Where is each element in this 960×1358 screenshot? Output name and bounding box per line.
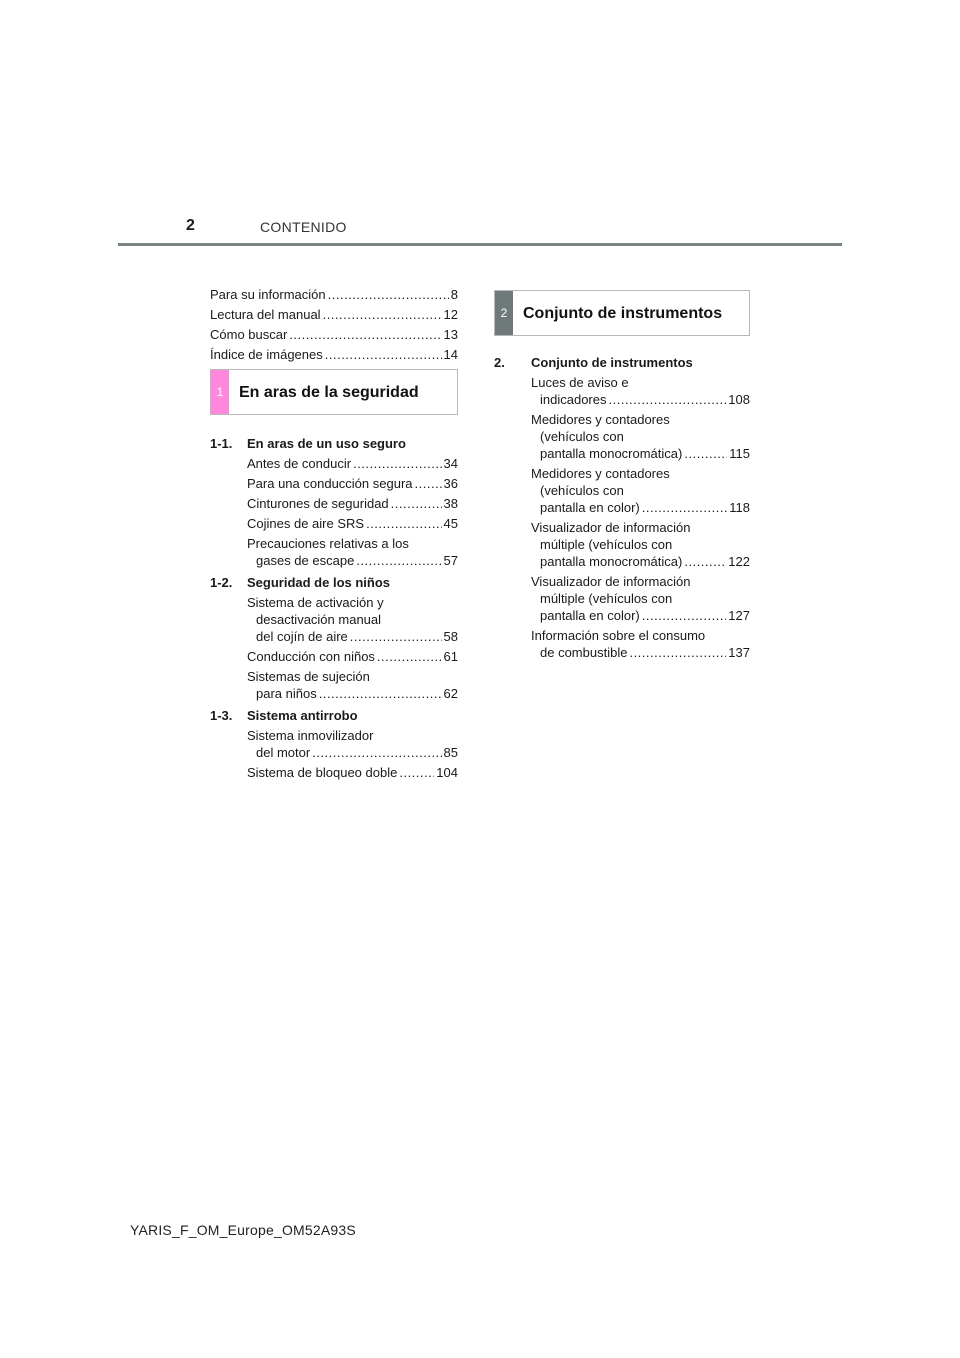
toc-leader-dots (319, 685, 442, 702)
toc-entry-line[interactable] (247, 455, 458, 472)
toc-leader-dots (323, 306, 442, 323)
toc-entry-title: del cojín de aire (256, 629, 348, 644)
toc-entry-title: para niños (256, 686, 317, 701)
toc-entry-title: Conducción con niños (247, 649, 375, 664)
toc-page-number: 62 (443, 686, 458, 701)
toc-entry-title: pantalla monocromática) (540, 554, 683, 569)
toc-entry-continuation (247, 552, 458, 569)
toc-entry-line: (vehículos con (540, 429, 624, 444)
toc-page-number: 122 (728, 554, 750, 569)
toc-entry-line: desactivación manual (256, 612, 382, 627)
toc-entry-title: Antes de conducir (247, 456, 352, 471)
toc-entry[interactable] (210, 727, 458, 761)
toc-entry-continuation (247, 685, 458, 702)
toc-entry[interactable] (210, 286, 458, 303)
toc-entry-line[interactable] (247, 648, 458, 665)
toc-page-number: 34 (443, 456, 458, 471)
toc-leader-dots (328, 286, 449, 303)
toc-leader-dots (325, 346, 442, 363)
toc-entry-line[interactable] (256, 685, 458, 702)
right-sections (494, 354, 750, 661)
toc-page-number: 38 (443, 496, 458, 511)
toc-page-number: 61 (443, 649, 458, 664)
toc-entry-line[interactable] (256, 628, 458, 645)
toc-entry-line[interactable] (540, 499, 750, 516)
section-number: 1-2. (210, 575, 233, 590)
toc-page-number: 115 (729, 446, 750, 461)
toc-entry-line: Visualizador de información (531, 574, 691, 589)
toc-entry-title: gases de escape (256, 553, 355, 568)
toc-entry[interactable] (494, 465, 750, 516)
toc-entry-title: Para una conducción segura (247, 476, 413, 491)
toc-page-number: 85 (443, 745, 458, 760)
toc-entry[interactable] (210, 495, 458, 512)
toc-leader-dots (642, 499, 728, 516)
chapter-tab-1[interactable] (210, 369, 458, 415)
toc-leader-dots (642, 607, 727, 624)
toc-entry-line[interactable] (540, 607, 750, 624)
toc-entry[interactable] (210, 326, 458, 343)
toc-entry-title: Para su información (210, 287, 326, 302)
chapter-tab-2[interactable] (494, 290, 750, 336)
toc-entry[interactable] (210, 535, 458, 569)
section-heading-title: Seguridad de los niños (247, 575, 391, 590)
toc-entry[interactable] (210, 594, 458, 645)
toc-entry-continuation (531, 590, 750, 624)
toc-page-number: 108 (728, 392, 750, 407)
toc-leader-dots (629, 644, 726, 661)
document-code: YARIS_F_OM_Europe_OM52A93S (130, 1222, 356, 1238)
toc-entry-line[interactable] (247, 495, 458, 512)
toc-entry[interactable] (494, 411, 750, 462)
toc-entry[interactable] (210, 455, 458, 472)
toc-page-number: 13 (443, 327, 458, 342)
toc-leader-dots (312, 744, 441, 761)
toc-entry-line: múltiple (vehículos con (540, 537, 673, 552)
toc-leader-dots (684, 445, 727, 462)
toc-leader-dots (350, 628, 442, 645)
toc-entry-title: indicadores (540, 392, 607, 407)
chapter-tab-label: Conjunto de instrumentos (523, 304, 723, 322)
toc-entry-title: Cómo buscar (210, 327, 288, 342)
intro-list (210, 286, 458, 363)
toc-entry-line: Sistemas de sujeción (247, 669, 370, 684)
toc-entry-continuation (247, 611, 458, 645)
left-sections (210, 435, 458, 781)
toc-page-number: 36 (443, 476, 458, 491)
toc-entry-title: Lectura del manual (210, 307, 321, 322)
toc-entry[interactable] (210, 668, 458, 702)
section-heading[interactable] (210, 435, 458, 452)
header-rule (118, 243, 842, 246)
section-heading[interactable] (494, 354, 750, 371)
toc-entry-line: (vehículos con (540, 483, 624, 498)
section-title: CONTENIDO (260, 219, 347, 235)
toc-page-number: 58 (443, 629, 458, 644)
section-heading[interactable] (210, 707, 458, 724)
toc-leader-dots (289, 326, 441, 343)
toc-entry-title: Cinturones de seguridad (247, 496, 389, 511)
toc-entry-line[interactable] (540, 553, 750, 570)
toc-entry[interactable] (210, 475, 458, 492)
section-heading-title: En aras de un uso seguro (247, 436, 406, 451)
toc-entry[interactable] (494, 374, 750, 408)
toc-entry-line: Luces de aviso e (531, 375, 629, 390)
toc-entry-title: Cojines de aire SRS (247, 516, 365, 531)
toc-entry[interactable] (494, 519, 750, 570)
toc-page-number: 12 (443, 307, 458, 322)
section-number: 1-1. (210, 436, 233, 451)
toc-leader-dots (684, 553, 726, 570)
toc-entry-line[interactable] (247, 515, 458, 532)
toc-entry[interactable] (210, 515, 458, 532)
toc-entry-continuation (531, 536, 750, 570)
toc-leader-dots (415, 475, 442, 492)
section-number: 2. (494, 355, 505, 370)
chapter-tab-number: 2 (495, 291, 513, 335)
toc-entry-title: Índice de imágenes (210, 347, 323, 362)
toc-entry-line[interactable] (540, 644, 750, 661)
toc-page-number: 45 (443, 516, 458, 531)
toc-entry-line: Precauciones relativas a los (247, 536, 409, 551)
toc-page-number: 127 (728, 608, 750, 623)
toc-entry-line[interactable] (256, 552, 458, 569)
toc-entry-line[interactable] (256, 744, 458, 761)
left-column (210, 286, 458, 784)
toc-entry-continuation (531, 428, 750, 462)
toc-leader-dots (391, 495, 442, 512)
toc-leader-dots (609, 391, 727, 408)
toc-entry-line[interactable] (540, 391, 750, 408)
toc-entry-continuation (247, 744, 458, 761)
toc-entry-title: pantalla en color) (540, 500, 640, 515)
toc-entry-continuation (531, 644, 750, 661)
toc-entry[interactable] (210, 764, 458, 781)
toc-entry-line[interactable] (247, 764, 458, 781)
toc-entry-title: pantalla en color) (540, 608, 640, 623)
toc-entry-title: pantalla monocromática) (540, 446, 683, 461)
toc-entry-line: Medidores y contadores (531, 412, 670, 427)
section-heading-title: Conjunto de instrumentos (531, 355, 693, 370)
toc-page-number: 104 (436, 765, 458, 780)
toc-entry[interactable] (210, 648, 458, 665)
toc-entry-line: Medidores y contadores (531, 466, 670, 481)
toc-entry[interactable] (210, 306, 458, 323)
chapter-tab-label: En aras de la seguridad (239, 383, 419, 401)
toc-entry-continuation (531, 482, 750, 516)
toc-entry[interactable] (210, 346, 458, 363)
toc-entry-line[interactable] (247, 475, 458, 492)
toc-entry-line: Sistema de activación y (247, 595, 384, 610)
section-heading-title: Sistema antirrobo (247, 708, 358, 723)
toc-leader-dots (399, 764, 434, 781)
section-number: 1-3. (210, 708, 233, 723)
toc-entry-line[interactable] (540, 445, 750, 462)
chapter-tab-number: 1 (211, 370, 229, 414)
toc-leader-dots (377, 648, 442, 665)
section-heading[interactable] (210, 574, 458, 591)
toc-entry-title: del motor (256, 745, 311, 760)
toc-leader-dots (366, 515, 441, 532)
right-column (494, 290, 750, 664)
toc-entry-line: Información sobre el consumo (531, 628, 706, 643)
toc-entry[interactable] (494, 573, 750, 624)
toc-entry-line: Visualizador de información (531, 520, 691, 535)
toc-page-number: 8 (450, 287, 458, 302)
toc-leader-dots (356, 552, 441, 569)
toc-entry[interactable] (494, 627, 750, 661)
toc-page-number: 137 (728, 645, 750, 660)
toc-entry-line: Sistema inmovilizador (247, 728, 374, 743)
toc-page-number: 14 (443, 347, 458, 362)
toc-entry-continuation (531, 391, 750, 408)
toc-page-number: 57 (443, 553, 458, 568)
toc-entry-title: Sistema de bloqueo doble (247, 765, 398, 780)
toc-entry-line: múltiple (vehículos con (540, 591, 673, 606)
toc-entry-title: de combustible (540, 645, 628, 660)
page-number: 2 (186, 217, 195, 234)
toc-page-number: 118 (729, 500, 750, 515)
toc-leader-dots (353, 455, 441, 472)
